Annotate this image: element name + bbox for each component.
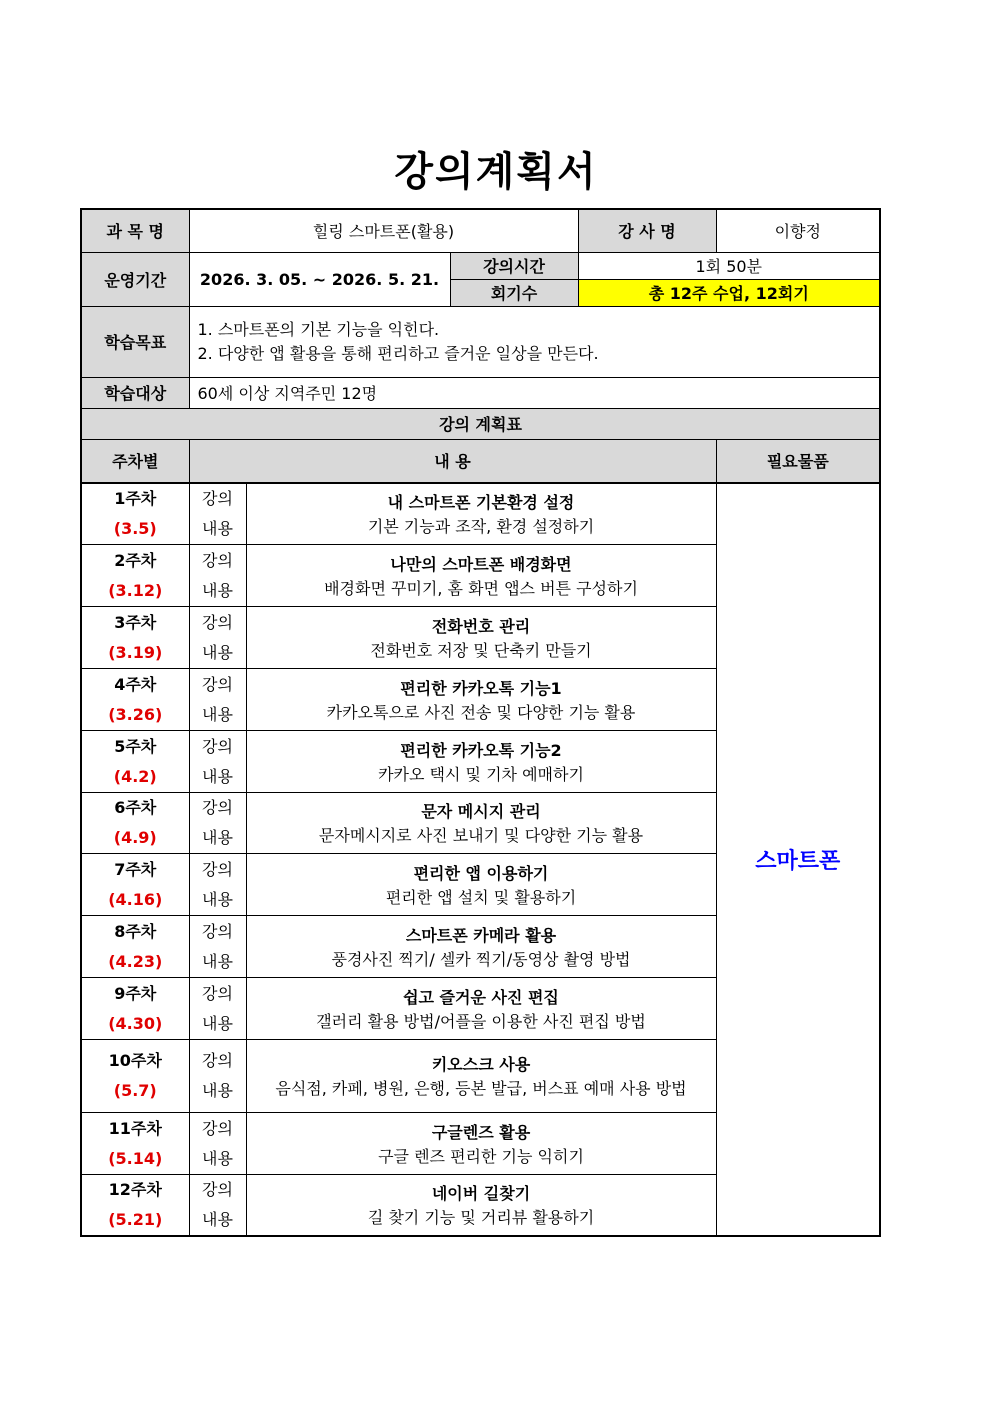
- row-label-bottom: 내용: [202, 889, 233, 909]
- supplies-column-header: 필요물품: [716, 439, 880, 483]
- row-label-top: 강의: [202, 736, 233, 756]
- week-number: 6주차: [114, 798, 157, 817]
- week-date: (4.2): [113, 766, 157, 786]
- row-label-bottom: 내용: [202, 1081, 233, 1100]
- content-cell: [246, 854, 716, 916]
- goal-line: 2. 다양한 앱 활용을 통해 편리하고 즐거운 일상을 만든다.: [197, 343, 599, 363]
- week-date: (3.26): [108, 704, 163, 724]
- week-detail: 카카오톡으로 사진 전송 및 다양한 기능 활용: [326, 702, 636, 722]
- week-number: 5주차: [114, 736, 157, 756]
- week-number: 2주차: [114, 550, 157, 570]
- week-detail: 카카오 택시 및 기차 예매하기: [378, 764, 584, 784]
- week-number: 1주차: [114, 489, 157, 508]
- week-cell: [81, 978, 189, 1040]
- row-label-cell: [189, 978, 246, 1040]
- week-cell: [81, 669, 189, 731]
- row-label-top: 강의: [202, 798, 233, 817]
- sessions-value: 총 12주 수업, 12회기: [578, 279, 880, 306]
- content-cell: [246, 1113, 716, 1175]
- week-detail: 풍경사진 찍기/ 셀카 찍기/동영상 촬영 방법: [331, 949, 631, 969]
- row-label-bottom: 내용: [202, 1013, 233, 1033]
- week-topic: 스마트폰 카메라 활용: [405, 925, 557, 945]
- week-detail: 구글 렌즈 편리한 기능 익히기: [378, 1146, 584, 1166]
- row-label-top: 강의: [202, 921, 233, 941]
- week-number: 4주차: [114, 674, 157, 694]
- lecture-time-value: 1회 50분: [578, 252, 880, 279]
- week-cell: [81, 545, 189, 607]
- content-cell: [246, 731, 716, 793]
- week-cell: [81, 483, 189, 545]
- week-cell: [81, 1040, 189, 1113]
- row-label-top: 강의: [202, 612, 233, 632]
- week-date: (4.9): [113, 828, 157, 847]
- week-detail: 전화번호 저장 및 단축키 만들기: [370, 640, 592, 660]
- week-detail: 기본 기능과 조작, 환경 설정하기: [367, 517, 595, 536]
- week-date: (3.5): [113, 519, 157, 538]
- target-label: 학습대상: [81, 377, 189, 408]
- content-cell: [246, 916, 716, 978]
- content-column-header: 내 용: [189, 439, 716, 483]
- week-topic: 구글렌즈 활용: [431, 1122, 531, 1142]
- week-topic: 문자 메시지 관리: [421, 802, 541, 821]
- row-label-cell: [189, 483, 246, 545]
- content-cell: [246, 978, 716, 1040]
- week-topic: 편리한 앱 이용하기: [413, 863, 549, 883]
- row-label-cell: [189, 607, 246, 669]
- page-title: 강의계획서: [394, 149, 598, 195]
- week-number: 7주차: [114, 859, 157, 879]
- goals-label: 학습목표: [81, 306, 189, 377]
- row-label-top: 강의: [202, 550, 233, 570]
- period-value: 2026. 3. 05. ~ 2026. 5. 21.: [189, 252, 450, 306]
- week-cell: [81, 916, 189, 978]
- week-cell: [81, 854, 189, 916]
- row-label-cell: [189, 731, 246, 793]
- week-topic: 네이버 길찾기: [431, 1184, 531, 1203]
- row-label-cell: [189, 669, 246, 731]
- row-label-bottom: 내용: [202, 828, 233, 847]
- week-topic: 전화번호 관리: [431, 616, 531, 636]
- week-detail: 길 찾기 기능 및 거리뷰 활용하기: [367, 1208, 595, 1227]
- week-cell: [81, 607, 189, 669]
- week-number: 10주차: [108, 1051, 162, 1070]
- lecture-plan-table: [80, 208, 881, 1237]
- week-detail: 음식점, 카페, 병원, 은행, 등본 발급, 버스표 예매 사용 방법: [275, 1079, 687, 1098]
- week-date: (3.19): [108, 642, 163, 662]
- row-label-top: 강의: [202, 1051, 233, 1070]
- row-label-top: 강의: [202, 983, 233, 1003]
- week-row: [81, 483, 880, 545]
- row-label-cell: [189, 545, 246, 607]
- instructor-label: 강 사 명: [578, 209, 716, 252]
- row-label-bottom: 내용: [202, 1148, 233, 1168]
- week-date: (5.21): [108, 1210, 163, 1229]
- week-number: 3주차: [114, 612, 157, 632]
- target-value: 60세 이상 지역주민 12명: [189, 377, 880, 408]
- week-date: (5.14): [108, 1148, 163, 1168]
- week-number: 12주차: [108, 1180, 162, 1199]
- plan-header: 강의 계획표: [81, 408, 880, 439]
- row-label-top: 강의: [202, 1118, 233, 1138]
- content-cell: [246, 793, 716, 854]
- week-topic: 키오스크 사용: [431, 1055, 531, 1074]
- content-cell: [246, 607, 716, 669]
- week-date: (4.30): [108, 1013, 163, 1033]
- instructor-value: 이향정: [716, 209, 880, 252]
- week-number: 9주차: [114, 983, 157, 1003]
- row-label-bottom: 내용: [202, 766, 233, 786]
- row-label-cell: [189, 793, 246, 854]
- week-column-header: 주차별: [81, 439, 189, 483]
- week-topic: 내 스마트폰 기본환경 설정: [387, 493, 575, 512]
- week-detail: 문자메시지로 사진 보내기 및 다양한 기능 활용: [318, 826, 644, 845]
- content-cell: [246, 483, 716, 545]
- row-label-bottom: 내용: [202, 704, 233, 724]
- row-label-cell: [189, 1175, 246, 1237]
- week-topic: 편리한 카카오톡 기능1: [400, 678, 562, 698]
- row-label-cell: [189, 854, 246, 916]
- row-label-bottom: 내용: [202, 951, 233, 971]
- supplies-value: 스마트폰: [716, 483, 880, 1236]
- goal-line: 1. 스마트폰의 기본 기능을 익힌다.: [197, 319, 440, 339]
- week-detail: 갤러리 활용 방법/어플을 이용한 사진 편집 방법: [316, 1011, 646, 1031]
- week-number: 8주차: [114, 921, 157, 941]
- week-cell: [81, 1113, 189, 1175]
- row-label-cell: [189, 916, 246, 978]
- sessions-label: 회기수: [450, 279, 578, 306]
- course-value: 힐링 스마트폰(활용): [189, 209, 578, 252]
- week-number: 11주차: [108, 1118, 162, 1138]
- row-label-bottom: 내용: [202, 519, 233, 538]
- week-detail: 편리한 앱 설치 및 활용하기: [385, 887, 577, 907]
- content-cell: [246, 545, 716, 607]
- week-date: (3.12): [108, 580, 163, 600]
- row-label-top: 강의: [202, 859, 233, 879]
- content-cell: [246, 1040, 716, 1113]
- goals-value: [189, 306, 880, 377]
- row-label-bottom: 내용: [202, 1210, 233, 1229]
- content-cell: [246, 1175, 716, 1237]
- row-label-top: 강의: [202, 674, 233, 694]
- week-date: (4.23): [108, 951, 163, 971]
- week-topic: 편리한 카카오톡 기능2: [400, 740, 562, 760]
- lecture-time-label: 강의시간: [450, 252, 578, 279]
- week-cell: [81, 731, 189, 793]
- week-date: (5.7): [113, 1081, 157, 1100]
- week-date: (4.16): [108, 889, 163, 909]
- row-label-bottom: 내용: [202, 580, 233, 600]
- week-detail: 배경화면 꾸미기, 홈 화면 앱스 버튼 구성하기: [324, 578, 638, 598]
- row-label-cell: [189, 1040, 246, 1113]
- row-label-cell: [189, 1113, 246, 1175]
- week-topic: 나만의 스마트폰 배경화면: [390, 554, 572, 574]
- row-label-top: 강의: [202, 1180, 233, 1199]
- row-label-bottom: 내용: [202, 642, 233, 662]
- period-label: 운영기간: [81, 252, 189, 306]
- course-label: 과 목 명: [81, 209, 189, 252]
- row-label-top: 강의: [202, 489, 233, 508]
- week-cell: [81, 1175, 189, 1237]
- week-cell: [81, 793, 189, 854]
- content-cell: [246, 669, 716, 731]
- week-topic: 쉽고 즐거운 사진 편집: [403, 987, 559, 1007]
